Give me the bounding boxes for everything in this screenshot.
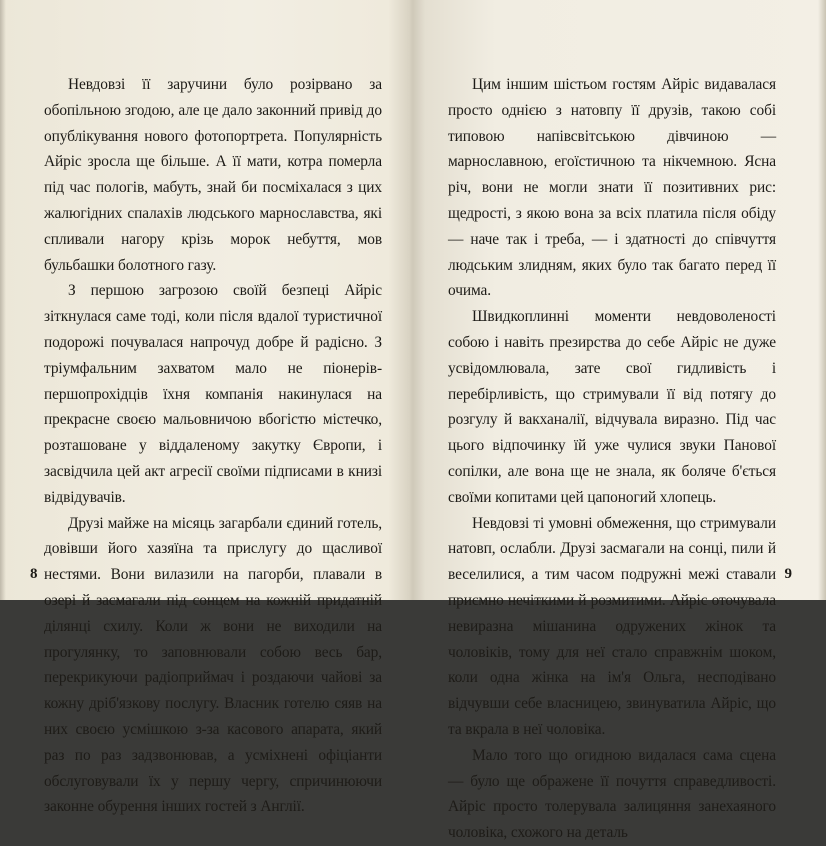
page-number: 8 xyxy=(30,566,38,582)
paragraph: Мало того що огидною видалася сама сцена — було ще ображене її почуття справедливості. Айріс просто толерувала залицяння занехаяного чоловіка, схожого на деталь xyxy=(448,746,776,842)
paragraph: Невдовзі ті умовні обмеження, що стримували натовп, ослабли. Друзі засмагали на сонці, пили й веселилися, а тим часом подружні межі ставали приємно нечіткими й розмитими. Айріс оточувала невиразна мішанина одружених жінок та чоловіків, тому для неї стало справжнім шоком, коли одна жінка на ім'я Ольга, несподівано відчувши себе власницею, звинуватила Айріс, що та вкрала в неї чоловіка. xyxy=(448,514,776,738)
paragraph: Швидкоплинні моменти невдоволеності собою і навіть презирства до себе Айріс не дуже усвідомлювала, зате свої гидливість і перебірливість, що стримували її від потягу до розгулу й вакханалії, відчувала виразно. Під час цього відпочинку їй уже чулися звуки Панової сопілки, але вона ще не знала, як боляче б'ється своїми копитами цей цапоногий хлопець. xyxy=(448,308,776,506)
right-page xyxy=(410,0,826,842)
page-edge-shadow xyxy=(818,0,826,600)
left-page xyxy=(0,0,410,816)
paragraph: Друзі майже на місяць загарбали єдиний готель, довівши його хазяїна та прислугу до щасливої нестями. Вони вилазили на пагорби, плавали в озері й засмагали під сонцем на кожній придатній ділянці схилу. Коли ж вони не виходили на прогулянку, то заповнювали собою весь бар, перекрикуючи радіоприймач і роздаючи чайові за кожну дріб'язкову послугу. Власник готелю сяяв на них своєю усмішкою з-за касового апарата, який раз по раз задзвонював, а усміхнені офіціанти обслуговували їх у першу чергу, спричинюючи законне обурення інших гостей з Англії. xyxy=(44,514,382,816)
paragraph: З першою загрозою своїй безпеці Айріс зіткнулася саме тоді, коли після вдалої туристичної подорожі почувалася напрочуд добре й радісно. З тріумфальним захватом мало не піонерів-першопрохідців їхня компанія накинулася на прекрасне своєю мальовничою вбогістю містечко, розташоване у віддаленому закутку Європи, і засвідчила цей акт агресії своїми підписами в книзі відвідувачів. xyxy=(44,282,382,506)
paragraph: Невдовзі її заручини було розірвано за обопільною згодою, але це дало законний привід до опублікування нового фотопортрета. Популярність Айріс зросла ще більше. А її мати, котра померла під час пологів, мабуть, знай би посміхалася з цих жалюгідних спалахів людського марнославства, які спливали нагору крізь морок небуття, мов бульбашки болотного газу. xyxy=(44,76,382,274)
paragraph: Цим іншим шістьом гостям Айріс видавалася просто однією з натовпу її друзів, такою собі типовою напівсвітською дівчиною — марнославною, егоїстичною та нікчемною. Ясна річ, вони не могли знати її позитивних рис: щедрості, з якою вона за всіх платила після обіду — наче так і треба, — і здатності до співчуття людським злидням, яких було так багато перед її очима. xyxy=(448,76,776,300)
page-number: 9 xyxy=(784,566,792,582)
